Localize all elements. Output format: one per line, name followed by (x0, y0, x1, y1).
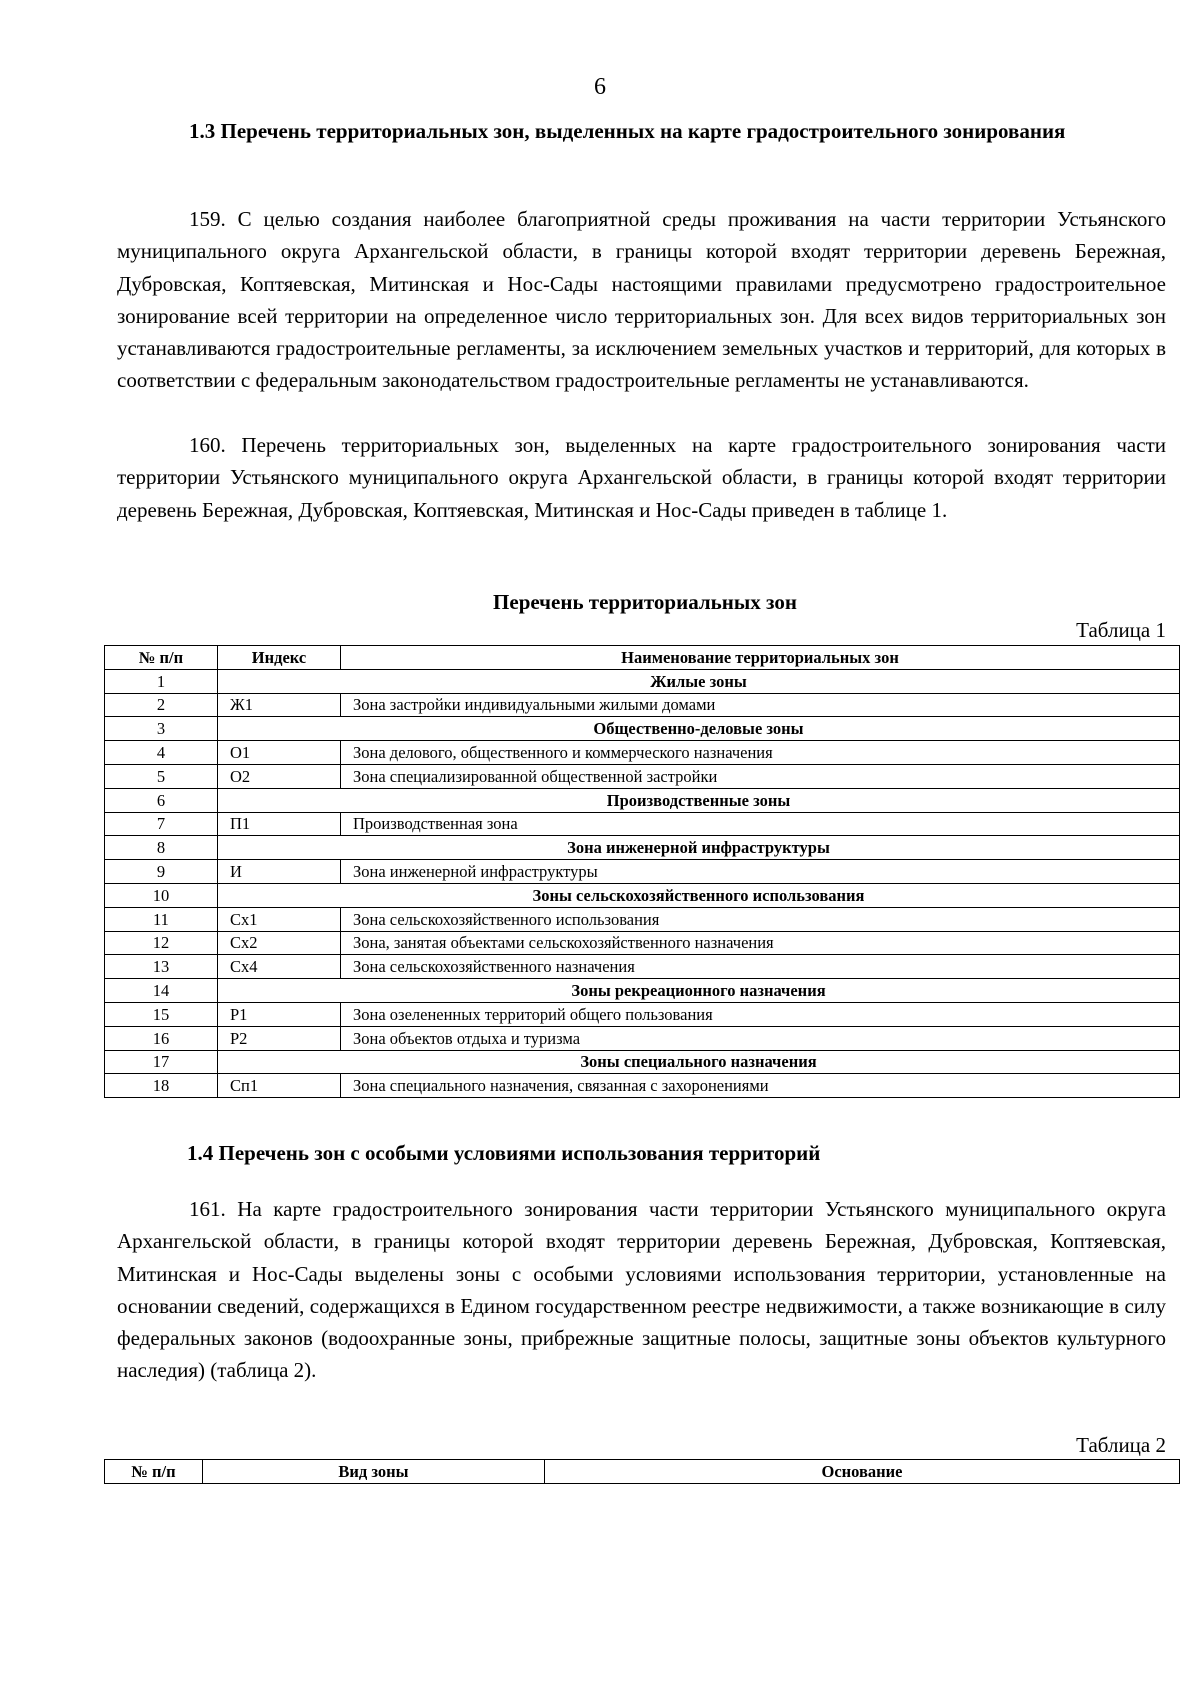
table-row (105, 1002, 1180, 1026)
table-row (105, 693, 1180, 717)
zone-name: Зона сельскохозяйственного назначения (341, 955, 1180, 979)
row-number: 17 (105, 1050, 218, 1074)
table-group-row (105, 1050, 1180, 1074)
row-number: 13 (105, 955, 218, 979)
column-header-number: № п/п (105, 646, 218, 670)
row-number: 1 (105, 669, 218, 693)
row-number: 14 (105, 979, 218, 1003)
zone-index: Сх4 (218, 955, 341, 979)
table-row (105, 955, 1180, 979)
page-number: 6 (594, 74, 606, 100)
table-row (105, 1026, 1180, 1050)
row-number: 15 (105, 1002, 218, 1026)
row-number: 2 (105, 693, 218, 717)
zone-name: Зона озелененных территорий общего пользования (341, 1002, 1180, 1026)
row-number: 11 (105, 907, 218, 931)
row-number: 18 (105, 1074, 218, 1098)
zone-index: Р1 (218, 1002, 341, 1026)
zone-group-name: Производственные зоны (218, 788, 1180, 812)
paragraph-160: 160. Перечень территориальных зон, выделенных на карте градостроительного зонирования части территории Устьянского муниципального округа Архангельской области, в границы которой входят территории деревень Бережная, Дубровская, Коптяевская, Митинская и Нос-Сады приведен в таблице 1. (117, 433, 1166, 522)
row-number: 16 (105, 1026, 218, 1050)
zone-group-name: Зоны рекреационного назначения (218, 979, 1180, 1003)
zone-index: Сп1 (218, 1074, 341, 1098)
row-number: 12 (105, 931, 218, 955)
zone-index: О1 (218, 741, 341, 765)
zone-group-name: Зона инженерной инфраструктуры (218, 836, 1180, 860)
table-group-row (105, 979, 1180, 1003)
zone-name: Зона сельскохозяйственного использования (341, 907, 1180, 931)
zone-group-name: Жилые зоны (218, 669, 1180, 693)
zone-index: Р2 (218, 1026, 341, 1050)
table-row (105, 931, 1180, 955)
row-number: 8 (105, 836, 218, 860)
column-header-zone-type: Вид зоны (203, 1460, 545, 1484)
paragraph-161: 161. На карте градостроительного зонирования части территории Устьянского муниципального округа Архангельской области, в границы которой входят территории деревень Бережная, Дубровская, Коптяевская, Митинская и Нос-Сады выделены зоны с особыми условиями использования территории, установленные на основании сведений, содержащихся в Едином государственном реестре недвижимости, а также возникающие в силу федеральных законов (водоохранные зоны, прибрежные защитные полосы, защитные зоны объектов культурного наследия) (таблица 2). (117, 1197, 1166, 1383)
table-group-row (105, 717, 1180, 741)
table-1-title: Перечень территориальных зон (493, 590, 797, 614)
table-row (105, 907, 1180, 931)
row-number: 7 (105, 812, 218, 836)
table-body (105, 669, 1180, 1097)
column-header-basis: Основание (545, 1460, 1180, 1484)
table-group-row (105, 669, 1180, 693)
territorial-zones-table (104, 645, 1180, 1098)
zone-group-name: Зоны специального назначения (218, 1050, 1180, 1074)
row-number: 5 (105, 764, 218, 788)
table-group-row (105, 836, 1180, 860)
row-number: 9 (105, 860, 218, 884)
zone-index: И (218, 860, 341, 884)
zone-name: Зона объектов отдыха и туризма (341, 1026, 1180, 1050)
row-number: 3 (105, 717, 218, 741)
section-1-3-heading: 1.3 Перечень территориальных зон, выделенных на карте градостроительного зонирования (189, 119, 1066, 143)
section-1-4-heading: 1.4 Перечень зон с особыми условиями использования территорий (187, 1141, 821, 1165)
zone-name: Зона инженерной инфраструктуры (341, 860, 1180, 884)
table-1-label: Таблица 1 (1076, 618, 1166, 642)
table-row (105, 741, 1180, 765)
zone-index: Ж1 (218, 693, 341, 717)
zone-name: Зона делового, общественного и коммерческого назначения (341, 741, 1180, 765)
special-conditions-zones-table (104, 1459, 1180, 1484)
zone-group-name: Зоны сельскохозяйственного использования (218, 883, 1180, 907)
table-header-row (105, 646, 1180, 670)
column-header-index: Индекс (218, 646, 341, 670)
row-number: 4 (105, 741, 218, 765)
row-number: 10 (105, 883, 218, 907)
zone-name: Зона специализированной общественной застройки (341, 764, 1180, 788)
paragraph-159: 159. С целью создания наиболее благоприятной среды проживания на части территории Устьянского муниципального округа Архангельской области, в границы которой входят территории деревень Бережная, Дубровская, Коптяевская, Митинская и Нос-Сады настоящими правилами предусмотрено градостроительное зонирование всей территории на определенное число территориальных зон. Для всех видов территориальных зон устанавливаются градостроительные регламенты, за исключением земельных участков и территорий, для которых в соответствии с федеральным законодательством градостроительные регламенты не устанавливаются. (117, 207, 1166, 393)
zone-name: Зона, занятая объектами сельскохозяйственного назначения (341, 931, 1180, 955)
table-header-row (105, 1460, 1180, 1484)
column-header-zone-name: Наименование территориальных зон (341, 646, 1180, 670)
zone-index: О2 (218, 764, 341, 788)
column-header-number: № п/п (105, 1460, 203, 1484)
table-row (105, 860, 1180, 884)
zone-index: Сх1 (218, 907, 341, 931)
row-number: 6 (105, 788, 218, 812)
zone-name: Зона застройки индивидуальными жилыми домами (341, 693, 1180, 717)
zone-name: Зона специального назначения, связанная с захоронениями (341, 1074, 1180, 1098)
zone-index: Сх2 (218, 931, 341, 955)
table-group-row (105, 883, 1180, 907)
zone-name: Производственная зона (341, 812, 1180, 836)
table-2-label: Таблица 2 (1076, 1433, 1166, 1457)
zone-index: П1 (218, 812, 341, 836)
table-row (105, 764, 1180, 788)
zone-group-name: Общественно-деловые зоны (218, 717, 1180, 741)
table-row (105, 1074, 1180, 1098)
table-row (105, 812, 1180, 836)
table-group-row (105, 788, 1180, 812)
